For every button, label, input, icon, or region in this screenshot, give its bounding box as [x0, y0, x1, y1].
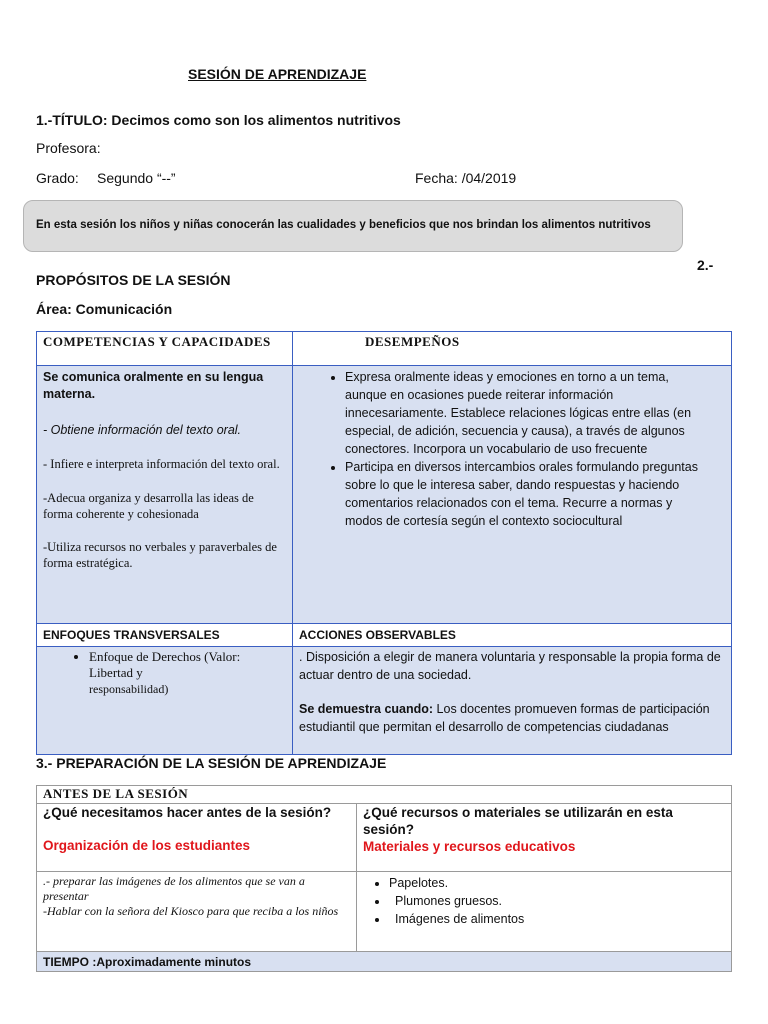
question-2-cell — [357, 804, 732, 872]
section-number: 2.- — [697, 257, 714, 273]
demuestra-label: Se demuestra cuando: — [299, 702, 434, 716]
enfoque-text-2: responsabilidad) — [89, 682, 169, 696]
enfoque-item — [89, 649, 286, 697]
tiempo-row: TIEMPO :Aproximadamente minutos — [37, 952, 732, 972]
document-title: SESIÓN DE APRENDIZAJE — [188, 66, 367, 82]
accion-item-1: .- preparar las imágenes de los alimentos que se van a presentar — [43, 874, 305, 903]
accion-item-2: -Hablar con la señora del Kiosco para que reciba a los niños — [43, 904, 339, 918]
material-item: • Papelotes. — [389, 874, 725, 892]
question-1-cell — [37, 804, 357, 872]
acciones-cell — [293, 647, 732, 755]
material-item: • Plumones gruesos. — [389, 892, 725, 910]
session-title: 1.-TÍTULO: Decimos como son los alimentos nutritivos — [36, 112, 401, 128]
accion-text: . Disposición a elegir de manera voluntaria y responsable la propia forma de actuar dentro de una sociedad. — [299, 650, 721, 682]
capacidad-2: - Infiere e interpreta información del texto oral. — [43, 457, 280, 471]
teacher-label: Profesora: — [36, 140, 101, 156]
materiales-cell — [357, 872, 732, 952]
section-heading: PROPÓSITOS DE LA SESIÓN — [36, 272, 231, 288]
demuestra-text: Los docentes promueven formas de participación estudiantil que permitan el desarrollo de competencias ciudadanas — [299, 702, 710, 734]
date-field: Fecha: /04/2019 — [415, 170, 517, 186]
grade-label: Grado: — [36, 170, 79, 186]
enfoques-header: ENFOQUES TRANSVERSALES — [37, 624, 293, 647]
section3-heading: 3.- PREPARACIÓN DE LA SESIÓN DE APRENDIZAJE — [36, 755, 387, 771]
desempenos-cell — [293, 366, 732, 624]
question-2: ¿Qué recursos o materiales se utilizarán en esta sesión? — [363, 805, 673, 837]
competencias-header: COMPETENCIAS Y CAPACIDADES — [37, 332, 293, 366]
area-label: Área: Comunicación — [36, 301, 173, 317]
capacidad-4: -Utiliza recursos no verbales y paraverbales de forma estratégica. — [43, 540, 277, 570]
preparacion-table — [36, 785, 732, 972]
competencias-table — [36, 331, 732, 755]
material-item: • Imágenes de alimentos — [389, 910, 725, 928]
demuestra-paragraph — [299, 700, 721, 736]
acciones-header: ACCIONES OBSERVABLES — [293, 624, 732, 647]
desempeno-1: • Expresa oralmente ideas y emociones en torno a un tema, aunque en ocasiones puede reiterar información innecesariamente. Establece relaciones lógicas entre ellas (en especial, de adición, secuencia y causa), a través de algunos conectores. Incorpora un vocabulario de uso frecuente — [345, 368, 711, 458]
capacidad-3: -Adecua organiza y desarrolla las ideas de forma coherente y cohesionada — [43, 491, 254, 521]
question-2-red: Materiales y recursos educativos — [363, 839, 576, 854]
enfoque-cell — [37, 647, 293, 755]
capacidades-cell — [37, 366, 293, 624]
capacidad-1: - Obtiene información del texto oral. — [43, 423, 242, 437]
acciones-list-cell — [37, 872, 357, 952]
enfoque-text: Enfoque de Derechos (Valor: Libertad y — [89, 649, 241, 680]
desempeno-2: • Participa en diversos intercambios orales formulando preguntas sobre lo que le interesa saber, dando respuestas y haciendo comentarios relacionados con el tema. Recurre a normas y modos de cortesía según el contexto sociocultural — [345, 458, 711, 530]
summary-box — [23, 200, 683, 252]
antes-header: ANTES DE LA SESIÓN — [37, 786, 732, 804]
grade-value: Segundo “--” — [97, 170, 176, 186]
competencia-text: Se comunica oralmente en su lengua materna. — [43, 370, 264, 401]
question-1: ¿Qué necesitamos hacer antes de la sesión? — [43, 805, 332, 820]
question-1-red: Organización de los estudiantes — [43, 838, 251, 853]
summary-text: En esta sesión los niños y niñas conocerán las cualidades y beneficios que nos brindan los alimentos nutritivos — [36, 219, 651, 231]
desempenos-header: DESEMPEÑOS — [293, 332, 732, 366]
